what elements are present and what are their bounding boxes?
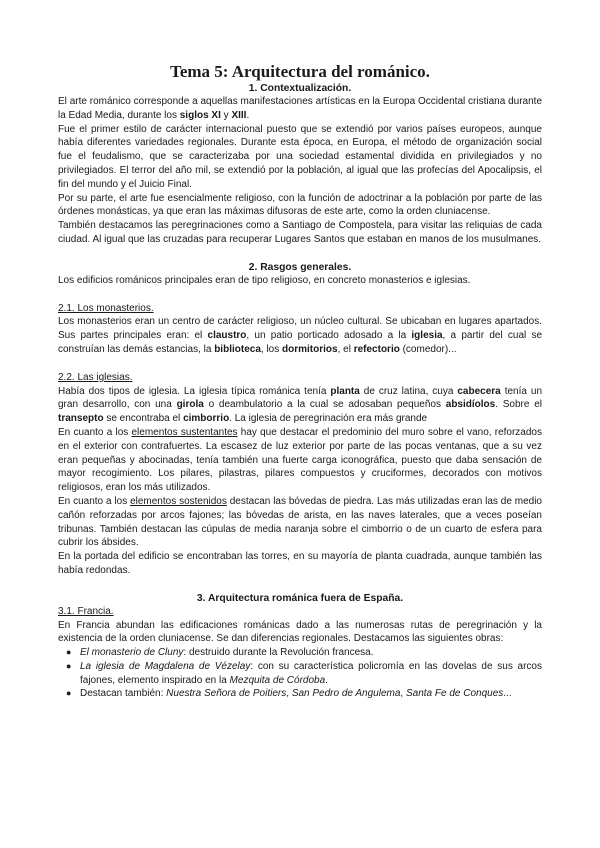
list-item: ● La iglesia de Magdalena de Vézelay: con su característica policromía en las dovelas de sus arcos fajones, elemento inspirado en la Mezquita de Córdoba. xyxy=(66,660,542,686)
francia-works-list xyxy=(58,646,542,701)
iglesias-paragraph-2: En cuanto a los elementos sustentantes hay que destacar el predominio del muro sobre el vano, reforzados en el exterior con contrafuertes. La escasez de luz exterior por parte de las pocas ventanas, que a su vez eran pequeñas y abocinadas, tenía también una fuerte carga iconográfica, puesto que daba sensación de mayor recogimiento. Los pilares, pilastras, pilares compuestos y cruciformes, decorados con motivos religiosos, eran los más utilizados. xyxy=(58,426,542,494)
monasterios-paragraph: Los monasterios eran un centro de carácter religioso, un núcleo cultural. Se ubicaban en lugares apartados. Sus partes principales eran: el claustro, un patio porticado adosado a la iglesia, a partir del cual se construían las demás estancias, la biblioteca, los dormitorios, el refectorio (comedor)... xyxy=(58,316,543,355)
subsection-monasterios-heading: 2.1. Los monasterios. xyxy=(58,302,154,314)
section-1-paragraph-3: Por su parte, el arte fue esencialmente religioso, con la función de adoctrinar a la población por parte de las órdenes monásticas, ya que eran las máximas difusoras de este arte, como la orden cluniacense. xyxy=(58,192,542,218)
subsection-iglesias-heading: 2.2. Las iglesias. xyxy=(58,371,133,383)
iglesias-paragraph-1: Había dos tipos de iglesia. La iglesia típica románica tenía planta de cruz latina, cuya cabecera tenía un gran desarrollo, con una girola o deambulatorio a la cual se adosaban pequeños absidíolos. Sobre el transepto se encontraba el cimborrio. La iglesia de peregrinación era más grande xyxy=(58,385,543,425)
bullet-icon: ● xyxy=(66,660,72,671)
bullet-icon: ● xyxy=(66,688,72,699)
section-1-paragraph-1: El arte románico corresponde a aquellas manifestaciones artísticas en la Europa Occidental cristiana durante la Edad Media, durante los siglos XI y XIII. xyxy=(58,96,542,121)
section-1-paragraph-2: Fue el primer estilo de carácter internacional puesto que se extendió por varios países europeos, aunque había diferentes variedades regionales. Durante esta época, en Europa, el método de organización social fue el feudalismo, que se caracterizaba por una sociedad estamental dividida en privilegiados y no privilegiados. El terror del año mil, se extendió por la población, al igual que las profecías del Apocalipsis, el fin del mundo y el Juicio Final. xyxy=(58,123,542,190)
iglesias-paragraph-4: En la portada del edificio se encontraban las torres, en su mayoría de planta cuadrada, aunque también las había redondas. xyxy=(58,551,542,576)
section-2-heading: 2. Rasgos generales. xyxy=(248,261,352,273)
list-item: ● Destacan también: Nuestra Señora de Poitiers, San Pedro de Angulema, Santa Fe de Conques... xyxy=(66,688,512,700)
section-2-intro: Los edificios románicos principales eran de tipo religioso, en concreto monasterios e iglesias. xyxy=(58,274,471,286)
subsection-francia-heading: 3.1. Francia. xyxy=(58,605,114,617)
section-3-heading: 3. Arquitectura románica fuera de España. xyxy=(196,592,404,604)
section-1-heading: 1. Contextualización. xyxy=(248,83,352,94)
section-1-paragraph-4: También destacamos las peregrinaciones como a Santiago de Compostela, para visitar las reliquias de cada ciudad. Al igual que las cruzadas para recuperar Lugares Santos que estaban en manos de los musulmanes. xyxy=(58,220,542,245)
list-item: ● El monasterio de Cluny: destruido durante la Revolución francesa. xyxy=(66,647,374,659)
iglesias-paragraph-3: En cuanto a los elementos sostenidos destacan las bóvedas de piedra. Las más utilizadas eran las de medio cañón reforzadas por arcos fajones; las bóvedas de arista, en las naves laterales, que a veces poseían tribunas. También destacan las cúpulas de media naranja sobre el cimborrio o de un cuarto de esfera para cubrir los ábsides. xyxy=(58,495,542,549)
francia-intro: En Francia abundan las edificaciones románicas dado a las numerosas rutas de peregrinación y la existencia de la orden cluniacense. Se dan diferencias regionales. Destacamos las siguientes obras: xyxy=(58,619,542,645)
bullet-icon: ● xyxy=(66,647,72,658)
page-title: Tema 5: Arquitectura del románico. xyxy=(170,62,430,81)
